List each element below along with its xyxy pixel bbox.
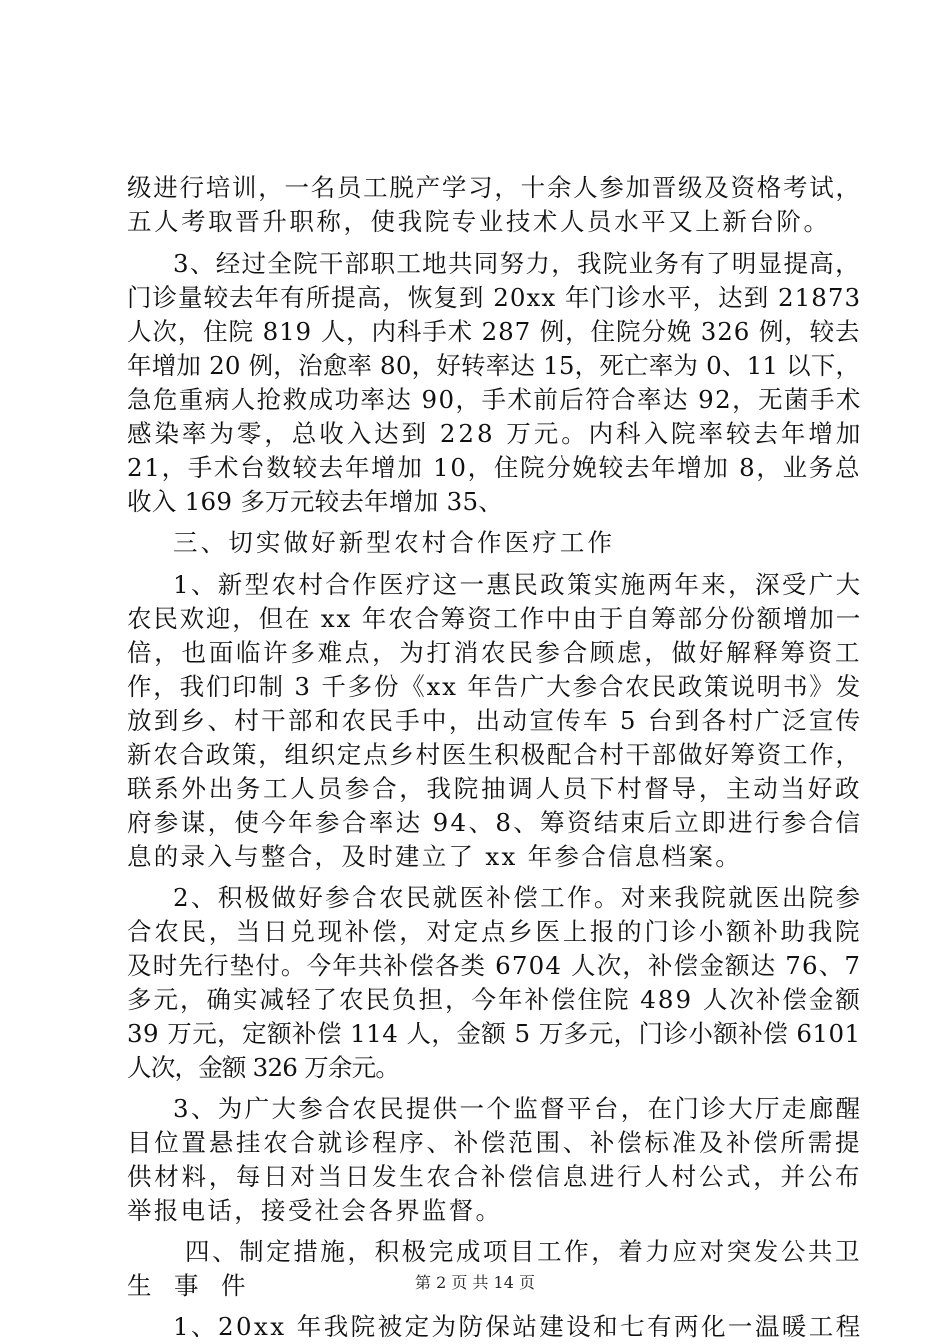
text-line: 联系外出务工人员参合，我院抽调人员下村督导，主动当好政 bbox=[127, 774, 863, 803]
text-line: 作，我们印制 3 千多份《xx 年告广大参合农民政策说明书》发 bbox=[127, 672, 862, 701]
text-line: 门诊量较去年有所提高，恢复到 20xx 年门诊水平，达到 21873 bbox=[127, 283, 862, 312]
text-line: 举报电话，接受社会各界监督。 bbox=[127, 1196, 503, 1225]
text-line: 21，手术台数较去年增加 10，住院分娩较去年增加 8，业务总 bbox=[127, 453, 862, 482]
text-line: 人次，金额 326 万余元。 bbox=[127, 1053, 400, 1082]
text-line: 年增加 20 例，治愈率 80，好转率达 15，死亡率为 0、11 以下， bbox=[127, 351, 861, 380]
text-line: 3、为广大参合农民提供一个监督平台，在门诊大厅走廊醒 bbox=[173, 1094, 863, 1123]
text-line: 五人考取晋升职称，使我院专业技术人员水平又上新台阶。 bbox=[127, 207, 831, 236]
text-line: 息的录入与整合，及时建立了 xx 年参合信息档案。 bbox=[127, 842, 743, 871]
text-line: 3、经过全院干部职工地共同努力，我院业务有了明显提高， bbox=[173, 249, 861, 278]
text-line: 收入 169 多万元较去年增加 35、 bbox=[127, 487, 504, 516]
page-number-footer: 第 2 页 共 14 页 bbox=[415, 1273, 535, 1292]
section-heading: 生事件 bbox=[127, 1271, 268, 1300]
text-line: 2、积极做好参合农民就医补偿工作。对来我院就医出院参 bbox=[173, 883, 863, 912]
text-line: 人次，住院 819 人，内科手术 287 例，住院分娩 326 例，较去 bbox=[127, 317, 861, 346]
text-line: 倍，也面临许多难点，为打消农民参合顾虑，做好解释筹资工 bbox=[127, 638, 863, 667]
text-line: 供材料，每日对当日发生农合补偿信息进行人村公式，并公布 bbox=[127, 1162, 863, 1191]
text-line: 39 万元，定额补偿 114 人，金额 5 万多元，门诊小额补偿 6101 bbox=[127, 1019, 861, 1048]
text-line: 新农合政策，组织定点乡村医生积极配合村干部做好筹资工作， bbox=[127, 740, 862, 769]
text-line: 府参谋，使今年参合率达 94、8、筹资结束后立即进行参合信 bbox=[127, 808, 863, 837]
text-line: 级进行培训，一名员工脱产学习，十余人参加晋级及资格考试， bbox=[127, 173, 862, 202]
text-line: 1、20xx 年我院被定为防保站建设和七有两化一温暖工程 bbox=[173, 1312, 863, 1341]
text-line: 1、新型农村合作医疗这一惠民政策实施两年来，深受广大 bbox=[173, 570, 863, 599]
text-line: 及时先行垫付。今年共补偿各类 6704 人次，补偿金额达 76、7 bbox=[127, 951, 862, 980]
text-line: 合农民，当日兑现补偿，对定点乡医上报的门诊小额补助我院 bbox=[127, 917, 863, 946]
text-line: 目位置悬挂农合就诊程序、补偿范围、补偿标准及补偿所需提 bbox=[127, 1128, 863, 1157]
section-heading: 四、制定措施，积极完成项目工作，着力应对突发公共卫 bbox=[185, 1237, 863, 1266]
section-heading: 三、切实做好新型农村合作医疗工作 bbox=[173, 528, 616, 557]
text-line: 农民欢迎，但在 xx 年农合筹资工作中由于自筹部分份额增加一 bbox=[127, 604, 863, 633]
text-line: 多元，确实减轻了农民负担，今年补偿住院 489 人次补偿金额 bbox=[127, 985, 862, 1014]
text-line: 放到乡、村干部和农民手中，出动宣传车 5 台到各村广泛宣传 bbox=[127, 706, 863, 735]
text-line: 急危重病人抢救成功率达 90，手术前后符合率达 92，无菌手术 bbox=[127, 385, 862, 414]
text-line: 感染率为零，总收入达到 228 万元。内科入院率较去年增加 bbox=[127, 419, 864, 448]
